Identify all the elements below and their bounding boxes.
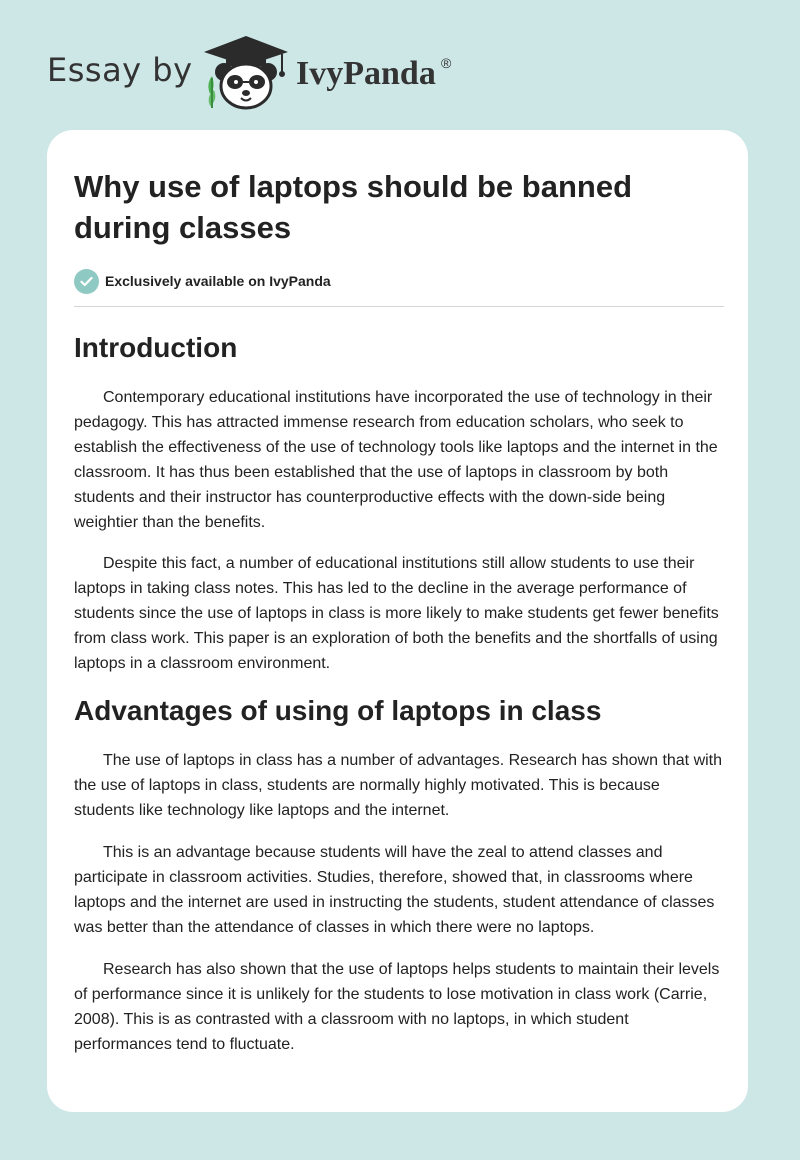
paragraph: Despite this fact, a number of educational institutions still allow students to use their laptops in taking class notes. This has led to the decline in the average performance of students since the use of laptops in class is more likely to make students get fewer benefits from class work. This paper is an exploration of both the benefits and the shortfalls of using laptops in a classroom environment. xyxy=(74,555,719,672)
registered-mark: ® xyxy=(441,55,452,71)
site-header xyxy=(0,0,800,125)
checkmark-icon xyxy=(74,269,99,294)
essay-by-label: Essay by xyxy=(47,51,193,89)
section-heading-advantages: Advantages of using of laptops in class xyxy=(74,695,602,726)
paragraph: Contemporary educational institutions have incorporated the use of technology in their pedagogy. This has attracted immense research from education scholars, who seek to establish the effectiveness of the use of technology tools like laptops and the internet in the classroom. It has thus been established that the use of laptops in classroom by both students and their instructor has counterproductive effects with the down-side being weightier than the benefits. xyxy=(74,389,718,531)
paragraph: This is an advantage because students will have the zeal to attend classes and participate in classroom activities. Studies, therefore, showed that, in classrooms where laptops and the internet are used in instructing the students, student attendance of classes was better than the attendance of classes in which there were no laptops. xyxy=(74,844,715,936)
brand-name[interactable]: IvyPanda xyxy=(296,55,436,92)
essay-content xyxy=(74,130,724,1057)
paragraph: Research has also shown that the use of laptops helps students to maintain their levels of performance since it is unlikely for the students to lose motivation in class work (Carrie, 2008). This is as contrasted with a classroom with no laptops, in which student performances tend to fluctuate. xyxy=(74,961,720,1053)
essay-card xyxy=(47,130,748,1112)
exclusive-badge xyxy=(74,268,724,294)
page-title: Why use of laptops should be banned during classes xyxy=(74,169,633,245)
divider xyxy=(74,306,724,307)
badge-label: Exclusively available on IvyPanda xyxy=(105,273,331,289)
panda-graduate-logo-icon[interactable] xyxy=(198,32,294,112)
paragraph: The use of laptops in class has a number of advantages. Research has shown that with the use of laptops in class, students are normally highly motivated. This is because students like technology like laptops and the internet. xyxy=(74,752,723,819)
section-heading-introduction: Introduction xyxy=(74,332,238,363)
